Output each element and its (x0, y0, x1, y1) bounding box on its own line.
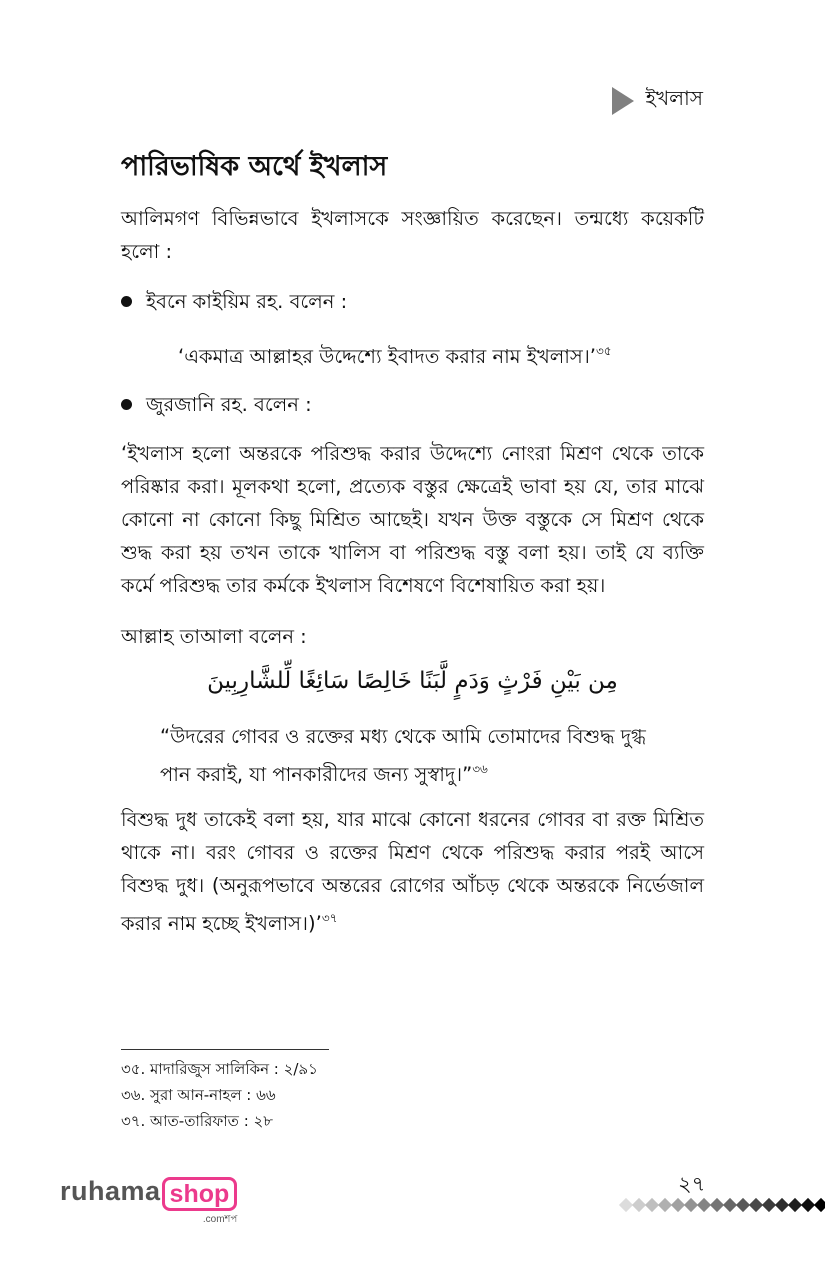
ruhama-shop-logo (60, 1176, 237, 1229)
triangle-marker-icon (612, 87, 634, 115)
logo-ruhama-text: ruhama (60, 1176, 161, 1206)
footnote-ref: ৩৫ (596, 344, 612, 358)
logo-domain-text: .comশপ (202, 1214, 238, 1225)
quote-text: ‘একমাত্র আল্লাহর উদ্দেশ্যে ইবাদত করার নাম ইখলাস।’ (178, 345, 596, 368)
bullet-jurjani (121, 388, 312, 421)
translation-line-2: পান করাই, যা পানকারীদের জন্য সুস্বাদু।”$^{৩৬}$ (160, 762, 488, 786)
translation-line-1: “উদরের গোবর ও রক্তের মধ্য থেকে আমি তোমাদের বিশুদ্ধ দুগ্ধ (160, 725, 646, 748)
jurjani-paragraph: ‘ইখলাস হলো অন্তরকে পরিশুদ্ধ করার উদ্দেশ্যে নোংরা মিশ্রণ থেকে তাকে পরিষ্কার করা। মূলকথা হলো, প্রত্যেক বস্তুর ক্ষেত্রেই ভাবা হয় যে, তার মাঝে কোনো না কোনো কিছু মিশ্রিত আছেই। যখন উক্ত বস্তুকে সে মিশ্রণ থেকে শুদ্ধ করা হয় তখন তাকে খালিস বা পরিশুদ্ধ বস্তু বলা হয়। তাই যে ব্যক্তি কর্মে পরিশুদ্ধ তার কর্মকে ইখলাস বিশেষণে বিশেষায়িত করা হয়। (121, 442, 704, 597)
footnote-item: ৩৫. মাদারিজুস সালিকিন : ২/৯১ (121, 1060, 318, 1078)
verse-translation (160, 720, 646, 791)
bullet-dot-icon (121, 399, 132, 410)
ibn-qayyim-quote (178, 335, 612, 373)
diamond-icon (814, 1198, 825, 1212)
section-title: পারিভাষিক অর্থে ইখলাস (121, 151, 388, 182)
running-head-text: ইখলাস (645, 86, 703, 110)
footnotes (121, 1056, 318, 1134)
footnote-item: ৩৬. সুরা আন-নাহল : ৬৬ (121, 1086, 276, 1104)
bullet-label: ইবনে কাইয়িম রহ. বলেন : (146, 290, 348, 313)
bullet-dot-icon (121, 296, 132, 307)
intro-paragraph: আলিমগণ বিভিন্নভাবে ইখলাসকে সংজ্ঞায়িত করেছেন। তন্মধ্যে কয়েকটি হলো : (121, 207, 704, 263)
page-number: ২৭ (678, 1172, 706, 1196)
bullet-ibn-qayyim (121, 285, 347, 318)
logo-shop-badge (162, 1176, 238, 1229)
footnote-ref: ৩৭ (321, 911, 338, 925)
footnote-ref: ৩৬ (472, 762, 488, 776)
closing-paragraph: বিশুদ্ধ দুধ তাকেই বলা হয়, যার মাঝে কোনো ধরনের গোবর বা রক্ত মিশ্রিত থাকে না। বরং গোবর ও রক্তের মিশ্রণ থেকে পরিশুদ্ধ করার পরই আসে বিশুদ্ধ দুধ। (অনুরূপভাবে অন্তরের রোগের আঁচড় থেকে অন্তরকে নির্ভেজাল করার নাম হচ্ছে ইখলাস।)’$^{৩৭}$ (121, 808, 704, 935)
diamond-ornament (620, 1200, 825, 1210)
allah-says-line: আল্লাহ তাআলা বলেন : (121, 625, 307, 648)
footnote-item: ৩৭. আত-তারিফাত : ২৮ (121, 1112, 273, 1130)
bullet-label: জুরজানি রহ. বলেন : (146, 393, 312, 416)
footnote-divider (121, 1049, 329, 1050)
logo-shop-text: shop (162, 1177, 238, 1211)
arabic-verse: مِن بَيْنِ فَرْثٍ وَدَمٍ لَّبَنًا خَالِصًا سَائِغًا لِّلشَّارِبِينَ (207, 668, 618, 694)
running-head (612, 84, 703, 117)
